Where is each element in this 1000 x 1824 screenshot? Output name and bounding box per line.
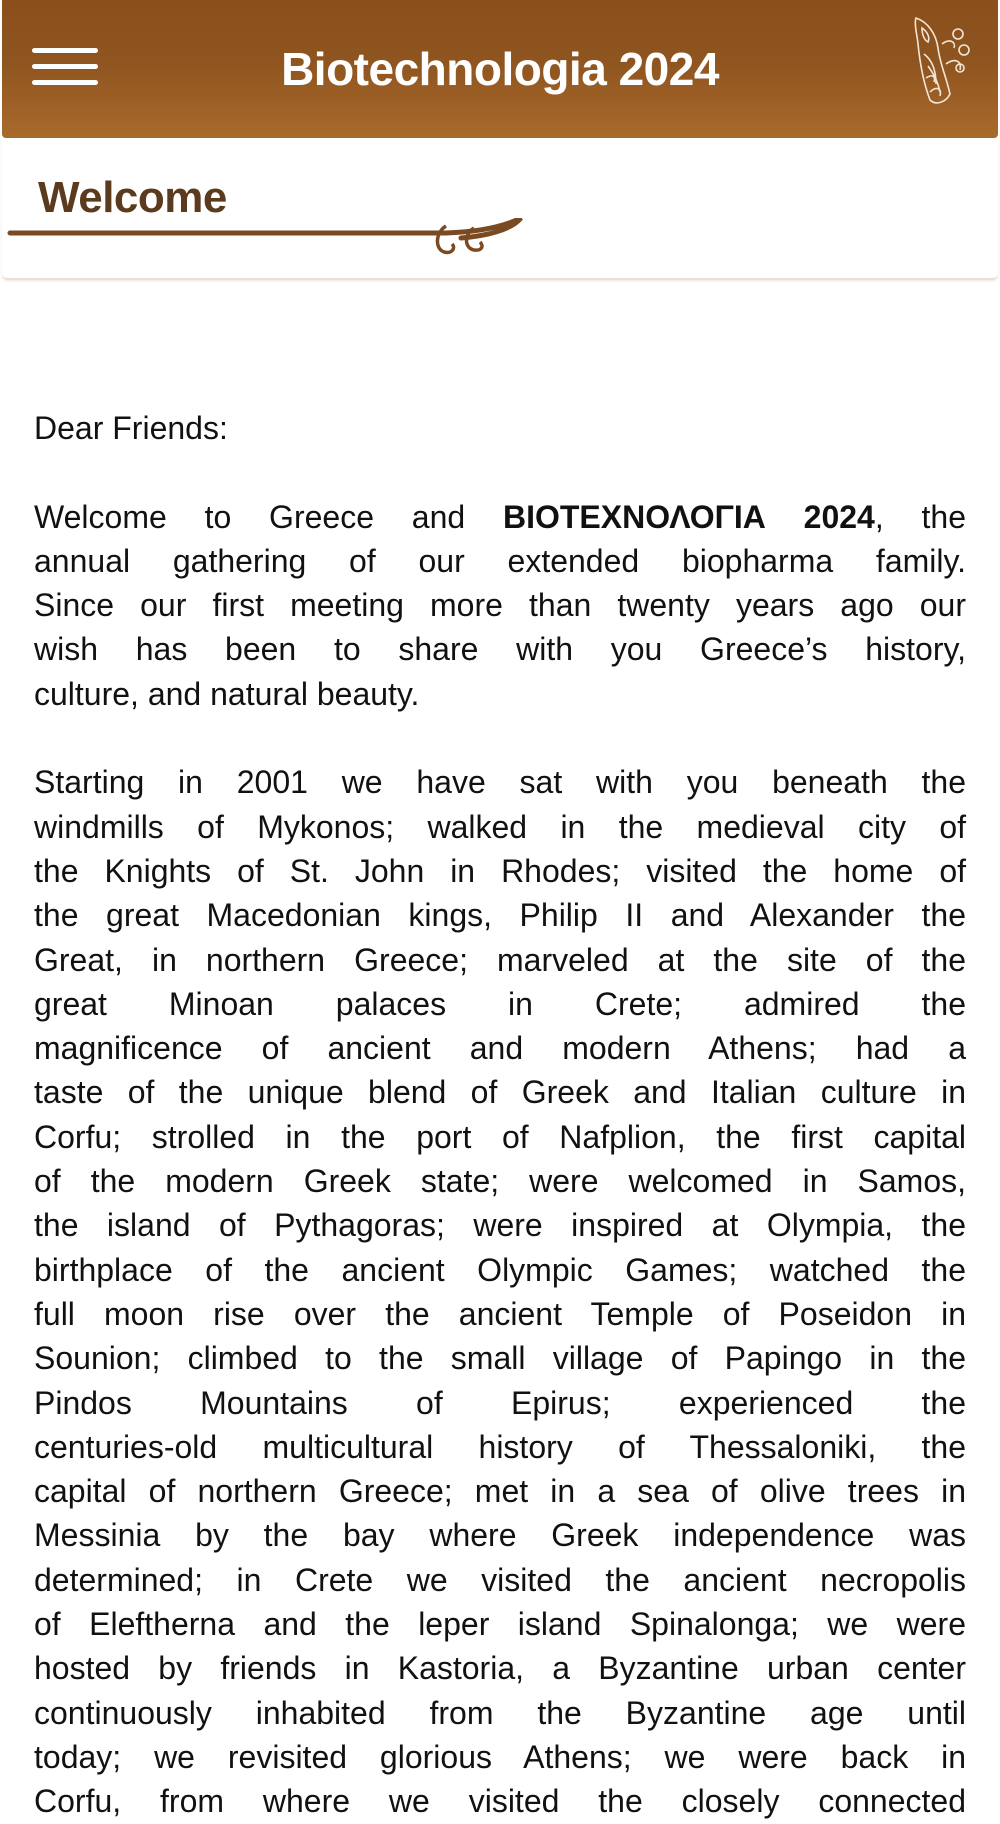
bird-ornament-icon bbox=[906, 14, 978, 108]
paragraph-line: magnificence of ancient and modern Athens; had a bbox=[34, 1030, 966, 1067]
section-header-card bbox=[2, 138, 998, 280]
paragraph-line: Great, in northern Greece; marveled at the site of the bbox=[34, 941, 966, 978]
paragraph-line: Messinia by the bay where Greek independence was bbox=[34, 1517, 966, 1554]
paragraph-line: hosted by friends in Kastoria, a Byzantine urban center bbox=[34, 1650, 966, 1687]
paragraph-line: the Knights of St. John in Rhodes; visited the home of bbox=[34, 852, 966, 889]
paragraph-line: Sounion; climbed to the small village of Papingo in the bbox=[34, 1340, 966, 1377]
paragraph-line: capital of northern Greece; met in a sea of olive trees in bbox=[34, 1473, 966, 1510]
welcome-letter bbox=[34, 406, 966, 1824]
paragraph-line: Corfu, from where we visited the closely connected bbox=[34, 1783, 966, 1820]
paragraph-line: of Eleftherna and the leper island Spinalonga; we were bbox=[34, 1606, 966, 1643]
text: , the bbox=[874, 498, 967, 535]
paragraph-line: taste of the unique blend of Greek and Italian culture in bbox=[34, 1074, 966, 1111]
text: Welcome to Greece and bbox=[34, 498, 503, 535]
paragraph-line: Since our first meeting more than twenty years ago our bbox=[34, 587, 966, 624]
paragraph-line: Starting in 2001 we have sat with you beneath the bbox=[34, 764, 966, 801]
paragraph-line: today; we revisited glorious Athens; we were back in bbox=[34, 1738, 966, 1775]
paragraph-line: birthplace of the ancient Olympic Games; watched the bbox=[34, 1251, 966, 1288]
paragraph-line: Corfu; strolled in the port of Nafplion, the first capital bbox=[34, 1118, 966, 1155]
flourish-divider-icon bbox=[6, 218, 526, 268]
paragraph-line: full moon rise over the ancient Temple of Poseidon in bbox=[34, 1295, 966, 1332]
paragraph-line: centuries-old multicultural history of Thessaloniki, the bbox=[34, 1428, 966, 1465]
paragraph-line: continuously inhabited from the Byzantine age until bbox=[34, 1694, 966, 1731]
paragraph-line: Pindos Mountains of Epirus; experienced the bbox=[34, 1384, 966, 1421]
paragraph-line bbox=[34, 495, 966, 539]
paragraph-line: the great Macedonian kings, Philip II and Alexander the bbox=[34, 897, 966, 934]
paragraph-line: wish has been to share with you Greece’s history, bbox=[34, 631, 966, 668]
section-title: Welcome bbox=[38, 173, 227, 222]
paragraph-line: of the modern Greek state; were welcomed in Samos, bbox=[34, 1163, 966, 1200]
event-name-bold: ΒΙΟΤΕΧΝΟΛΟΓΙΑ 2024 bbox=[502, 498, 875, 535]
paragraph-line: windmills of Mykonos; walked in the medieval city of bbox=[34, 808, 966, 845]
paragraph-line: great Minoan palaces in Crete; admired the bbox=[34, 985, 966, 1022]
app-title: Biotechnologia 2024 bbox=[281, 43, 719, 95]
paragraph-line: annual gathering of our extended biopharma family. bbox=[34, 542, 966, 579]
app-header bbox=[2, 0, 998, 138]
greeting: Dear Friends: bbox=[34, 410, 228, 446]
paragraph-line: the island of Pythagoras; were inspired at Olympia, the bbox=[34, 1207, 966, 1244]
paragraph-line: culture, and natural beauty. bbox=[34, 675, 420, 712]
paragraph-line: determined; in Crete we visited the ancient necropolis bbox=[34, 1561, 966, 1598]
